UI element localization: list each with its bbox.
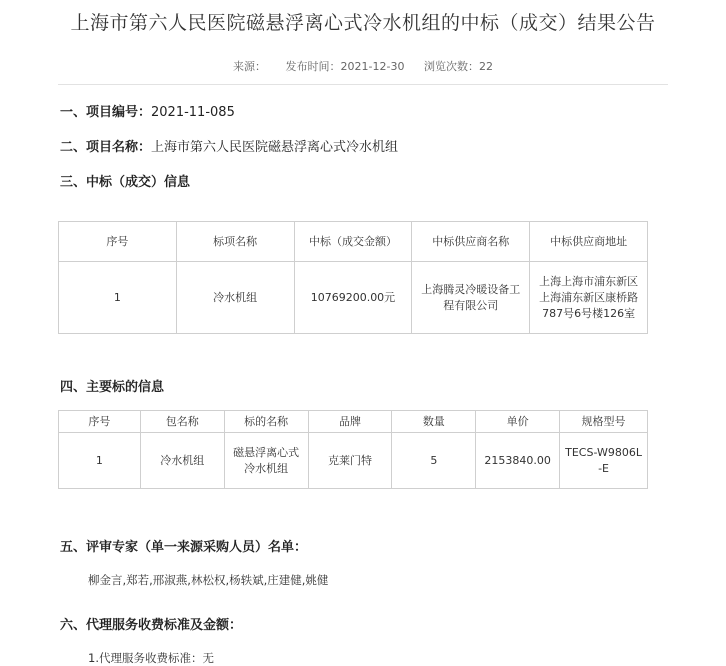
cell-no: 1 <box>59 433 141 489</box>
expert-names: 柳金言,郑若,邢淑燕,林松权,杨轶斌,庄建健,姚健 <box>88 573 329 587</box>
cell-model: TECS-W9806L-E <box>560 433 648 489</box>
project-number-value: 2021-11-085 <box>151 105 235 120</box>
cell-brand: 克莱门特 <box>308 433 392 489</box>
column-header: 标的名称 <box>224 411 308 433</box>
column-header: 标项名称 <box>176 222 294 262</box>
fee-standard-line: 1.代理服务收费标准：无 <box>88 651 214 665</box>
cell-no: 1 <box>59 262 177 334</box>
cell-amount: 10769200.00元 <box>294 262 412 334</box>
project-name-value: 上海市第六人民医院磁悬浮离心式冷水机组 <box>151 140 399 155</box>
section-project-number <box>60 101 235 120</box>
table-header-row <box>59 411 648 433</box>
section-fee-heading: 六、代理服务收费标准及金额： <box>60 618 243 633</box>
column-header: 包名称 <box>140 411 224 433</box>
table-row <box>59 433 648 489</box>
column-header: 序号 <box>59 411 141 433</box>
cell-lot-name: 冷水机组 <box>176 262 294 334</box>
table-header-row <box>59 222 648 262</box>
column-header: 序号 <box>59 222 177 262</box>
column-header: 单价 <box>476 411 560 433</box>
cell-address: 上海上海市浦东新区上海浦东新区康桥路787号6号楼126室 <box>530 262 648 334</box>
section-experts-heading: 五、评审专家（单一来源采购人员）名单： <box>60 540 308 555</box>
items-table <box>58 410 648 489</box>
publish-time: 发布时间：2021-12-30 <box>285 60 405 73</box>
article-meta <box>0 58 726 74</box>
column-header: 中标（成交金额） <box>294 222 412 262</box>
award-table <box>58 221 648 334</box>
section-heading: 一、项目编号： <box>60 105 152 120</box>
page-title: 上海市第六人民医院磁悬浮离心式冷水机组的中标（成交）结果公告 <box>70 12 656 34</box>
column-header: 中标供应商名称 <box>412 222 530 262</box>
column-header: 中标供应商地址 <box>530 222 648 262</box>
source-label: 来源： <box>233 60 267 73</box>
cell-price: 2153840.00 <box>476 433 560 489</box>
section-heading: 二、项目名称： <box>60 140 152 155</box>
column-header: 品牌 <box>308 411 392 433</box>
view-count: 浏览次数：22 <box>423 60 493 73</box>
cell-item: 磁悬浮离心式冷水机组 <box>224 433 308 489</box>
section-project-name <box>60 136 398 155</box>
column-header: 规格型号 <box>560 411 648 433</box>
section-award-info-heading: 三、中标（成交）信息 <box>60 175 191 190</box>
cell-supplier: 上海腾灵冷暖设备工程有限公司 <box>412 262 530 334</box>
cell-package: 冷水机组 <box>140 433 224 489</box>
divider <box>58 84 668 85</box>
section-main-items-heading: 四、主要标的信息 <box>60 380 165 395</box>
table-row <box>59 262 648 334</box>
cell-qty: 5 <box>392 433 476 489</box>
column-header: 数量 <box>392 411 476 433</box>
